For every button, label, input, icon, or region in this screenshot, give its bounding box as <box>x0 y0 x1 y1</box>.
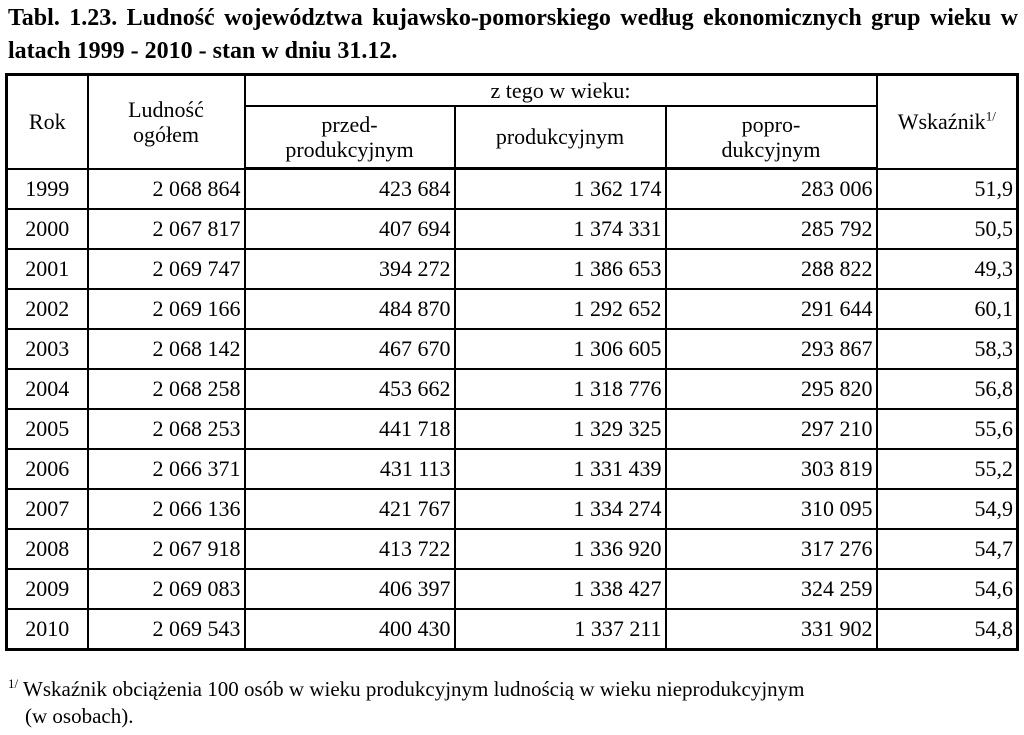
cell-przedprodukcyjnym: 400 430 <box>245 609 455 650</box>
cell-wskaznik: 50,5 <box>877 209 1018 249</box>
cell-ludnosc-ogolem: 2 068 258 <box>88 369 245 409</box>
cell-wskaznik: 49,3 <box>877 249 1018 289</box>
table-row <box>7 529 1018 569</box>
cell-poprodukcyjnym: 295 820 <box>666 369 877 409</box>
cell-wskaznik: 60,1 <box>877 289 1018 329</box>
table-row <box>7 169 1018 210</box>
population-table <box>5 73 1019 651</box>
cell-produkcyjnym: 1 374 331 <box>455 209 666 249</box>
cell-rok: 2007 <box>7 489 88 529</box>
header-przedprodukcyjnym <box>245 106 455 169</box>
cell-poprodukcyjnym: 293 867 <box>666 329 877 369</box>
cell-przedprodukcyjnym: 453 662 <box>245 369 455 409</box>
cell-przedprodukcyjnym: 467 670 <box>245 329 455 369</box>
cell-rok: 2010 <box>7 609 88 650</box>
cell-przedprodukcyjnym: 413 722 <box>245 529 455 569</box>
cell-ludnosc-ogolem: 2 069 747 <box>88 249 245 289</box>
footnote-mark: 1/ <box>8 676 19 691</box>
cell-rok: 2001 <box>7 249 88 289</box>
cell-wskaznik: 51,9 <box>877 169 1018 210</box>
table-row <box>7 569 1018 609</box>
header-ludnosc-ogolem <box>88 75 245 169</box>
cell-przedprodukcyjnym: 406 397 <box>245 569 455 609</box>
cell-wskaznik: 54,8 <box>877 609 1018 650</box>
cell-produkcyjnym: 1 334 274 <box>455 489 666 529</box>
cell-ludnosc-ogolem: 2 067 918 <box>88 529 245 569</box>
cell-wskaznik: 58,3 <box>877 329 1018 369</box>
header-wskaznik-label: Wskaźnik <box>897 109 986 135</box>
cell-przedprodukcyjnym: 421 767 <box>245 489 455 529</box>
cell-ludnosc-ogolem: 2 068 142 <box>88 329 245 369</box>
cell-produkcyjnym: 1 306 605 <box>455 329 666 369</box>
table-row <box>7 329 1018 369</box>
cell-rok: 2003 <box>7 329 88 369</box>
table-row <box>7 249 1018 289</box>
cell-poprodukcyjnym: 310 095 <box>666 489 877 529</box>
footnote-line1: Wskaźnik obciążenia 100 osób w wieku produkcyjnym ludnością w wieku nieprodukcyjnym <box>23 677 805 701</box>
footnote <box>8 676 1008 730</box>
header-przed-line2: produkcyjnym <box>285 136 414 162</box>
cell-ludnosc-ogolem: 2 069 166 <box>88 289 245 329</box>
cell-wskaznik: 54,7 <box>877 529 1018 569</box>
cell-rok: 1999 <box>7 169 88 210</box>
footnote-line2: (w osobach). <box>25 704 134 728</box>
cell-rok: 2008 <box>7 529 88 569</box>
cell-produkcyjnym: 1 338 427 <box>455 569 666 609</box>
cell-produkcyjnym: 1 336 920 <box>455 529 666 569</box>
cell-poprodukcyjnym: 285 792 <box>666 209 877 249</box>
cell-rok: 2005 <box>7 409 88 449</box>
header-wskaznik <box>877 75 1018 169</box>
cell-produkcyjnym: 1 318 776 <box>455 369 666 409</box>
cell-poprodukcyjnym: 303 819 <box>666 449 877 489</box>
cell-ludnosc-ogolem: 2 068 864 <box>88 169 245 210</box>
table-row <box>7 209 1018 249</box>
cell-produkcyjnym: 1 329 325 <box>455 409 666 449</box>
cell-produkcyjnym: 1 337 211 <box>455 609 666 650</box>
cell-rok: 2009 <box>7 569 88 609</box>
cell-poprodukcyjnym: 297 210 <box>666 409 877 449</box>
cell-poprodukcyjnym: 291 644 <box>666 289 877 329</box>
cell-rok: 2000 <box>7 209 88 249</box>
cell-produkcyjnym: 1 386 653 <box>455 249 666 289</box>
cell-wskaznik: 55,2 <box>877 449 1018 489</box>
cell-wskaznik: 54,6 <box>877 569 1018 609</box>
table-row <box>7 449 1018 489</box>
cell-przedprodukcyjnym: 407 694 <box>245 209 455 249</box>
cell-poprodukcyjnym: 288 822 <box>666 249 877 289</box>
cell-produkcyjnym: 1 362 174 <box>455 169 666 210</box>
cell-ludnosc-ogolem: 2 069 083 <box>88 569 245 609</box>
table-row <box>7 409 1018 449</box>
header-produkcyjnym: produkcyjnym <box>455 106 666 169</box>
table-row <box>7 489 1018 529</box>
header-group-wieku: z tego w wieku: <box>245 75 877 106</box>
cell-przedprodukcyjnym: 484 870 <box>245 289 455 329</box>
cell-produkcyjnym: 1 292 652 <box>455 289 666 329</box>
cell-rok: 2006 <box>7 449 88 489</box>
cell-ludnosc-ogolem: 2 066 136 <box>88 489 245 529</box>
header-ludnosc-line1: Ludność <box>128 96 204 122</box>
table-row <box>7 369 1018 409</box>
cell-wskaznik: 54,9 <box>877 489 1018 529</box>
header-ludnosc-line2: ogółem <box>133 121 199 147</box>
cell-poprodukcyjnym: 283 006 <box>666 169 877 210</box>
header-rok: Rok <box>7 75 88 169</box>
table-row <box>7 289 1018 329</box>
cell-przedprodukcyjnym: 441 718 <box>245 409 455 449</box>
cell-poprodukcyjnym: 324 259 <box>666 569 877 609</box>
header-popro-line1: popro- <box>741 111 801 137</box>
header-popro-line2: dukcyjnym <box>721 136 821 162</box>
cell-ludnosc-ogolem: 2 066 371 <box>88 449 245 489</box>
cell-produkcyjnym: 1 331 439 <box>455 449 666 489</box>
cell-ludnosc-ogolem: 2 068 253 <box>88 409 245 449</box>
cell-wskaznik: 56,8 <box>877 369 1018 409</box>
header-przed-line1: przed- <box>321 111 378 137</box>
header-poprodukcyjnym <box>666 106 877 169</box>
cell-rok: 2002 <box>7 289 88 329</box>
cell-poprodukcyjnym: 331 902 <box>666 609 877 650</box>
cell-rok: 2004 <box>7 369 88 409</box>
cell-ludnosc-ogolem: 2 067 817 <box>88 209 245 249</box>
table-row <box>7 609 1018 650</box>
cell-przedprodukcyjnym: 431 113 <box>245 449 455 489</box>
cell-przedprodukcyjnym: 394 272 <box>245 249 455 289</box>
cell-poprodukcyjnym: 317 276 <box>666 529 877 569</box>
table-title: Tabl. 1.23. Ludność województwa kujawsko-pomorskiego według ekonomicznych grup wieku w latach 1999 - 2010 - stan w dniu 31.12. <box>8 5 1018 64</box>
cell-wskaznik: 55,6 <box>877 409 1018 449</box>
header-wskaznik-sup: 1/ <box>985 108 996 124</box>
cell-przedprodukcyjnym: 423 684 <box>245 169 455 210</box>
table-body <box>7 169 1018 650</box>
cell-ludnosc-ogolem: 2 069 543 <box>88 609 245 650</box>
